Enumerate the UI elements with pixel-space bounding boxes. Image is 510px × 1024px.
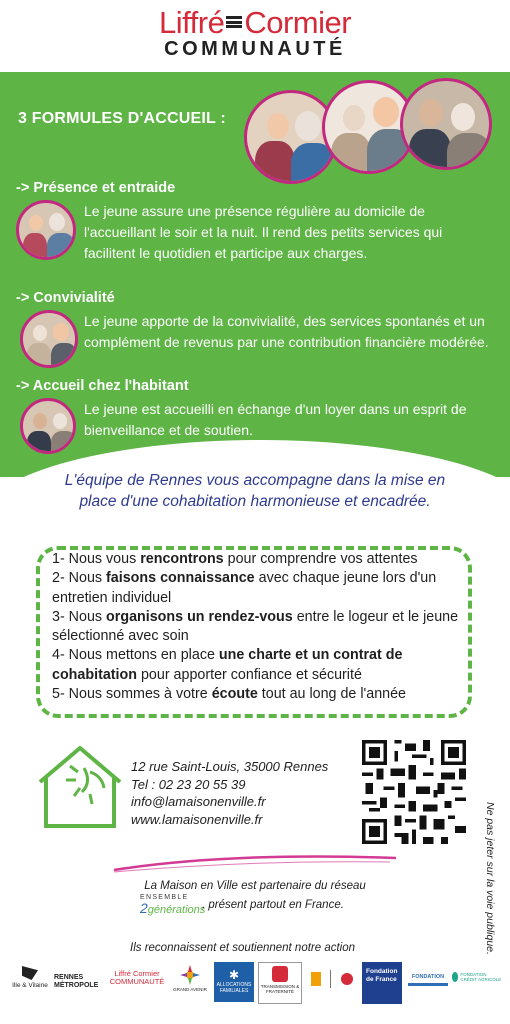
logo-subtitle: COMMUNAUTÉ — [164, 38, 346, 60]
fonds-transmission-logo: TRANSMISSION & FRATERNITÉ — [258, 962, 302, 1004]
partner-text: La Maison en Ville est partenaire du réseau — [144, 880, 366, 892]
rennes-metropole-logo: RENNES MÉTROPOLE — [54, 974, 99, 989]
team-text-content: L'équipe de Rennes vous accompagne dans la mise en place d'une cohabitation harmonieuse et encadrée. — [64, 472, 446, 510]
fondation-credit-agricole-logo: FONDATION CRÉDIT AGRICOLE — [452, 972, 504, 982]
formula-heading-accueil: -> Accueil chez l'habitant — [16, 378, 189, 394]
step-item: 3- Nous organisons un rendez-vous entre le logeur et le jeune sélectionné avec soin — [52, 608, 459, 645]
pink-swoosh-decoration — [110, 850, 400, 876]
fondation-de-france-logo: Fondation de France — [362, 962, 402, 1004]
contact-email[interactable]: info@lamaisonenville.fr — [131, 794, 266, 809]
contact-phone[interactable]: Tel : 02 23 20 55 39 — [131, 776, 246, 792]
ensemble-logo-num: 2 — [140, 900, 148, 916]
formula-heading-presence: -> Présence et entraide — [16, 180, 176, 196]
logo-title — [0, 6, 510, 40]
step-item: 4- Nous mettons en place une charte et un contrat de cohabitation pour apporter confiance et sécurité — [52, 647, 403, 683]
caf-logo: ✱ ALLOCATIONS FAMILIALES — [214, 962, 254, 1002]
partner-text-end: , présent partout en France. — [202, 899, 344, 911]
photo-convivialite — [20, 310, 78, 368]
misc-partner-logos — [306, 966, 358, 992]
liffre-cormier-logo — [0, 6, 510, 60]
photo-presence — [16, 200, 76, 260]
logo-part1: Liffré — [158, 5, 225, 40]
sponsors-row — [10, 962, 504, 1006]
step-item: 1- Nous vous rencontrons pour comprendre vos attentes — [52, 551, 418, 567]
team-text — [0, 470, 510, 512]
ensemble-logo-bottom: générations — [147, 904, 206, 916]
step-item: 2- Nous faisons connaissance avec chaque jeune lors d'un entretien individuel — [52, 570, 437, 606]
contact-address: 12 rue Saint-Louis, 35000 Rennes — [131, 759, 329, 774]
grand-avenir-logo: GRAND AVENIR — [170, 964, 210, 993]
ensemble-logo-top: ENSEMBLE — [140, 894, 189, 901]
steps-list — [52, 550, 470, 704]
contact-website[interactable]: www.lamaisonenville.fr — [131, 811, 263, 827]
photo-circle-3 — [400, 78, 492, 170]
formula-text-convivialite: Le jeune apporte de la convivialité, des services spontanés et un complément de revenus par une contribution financière modérée. — [84, 313, 489, 350]
section-title: 3 FORMULES D'ACCUEIL : — [18, 110, 226, 127]
logo-equal-icon — [226, 16, 242, 28]
support-text: Ils reconnaissent et soutiennent notre action — [130, 942, 356, 954]
formula-text-presence: Le jeune assure une présence régulière au domicile de l'accueillant le soir et la nuit. Il rend des petits services qui facilitent le quotidien et participe aux charges. — [84, 203, 443, 261]
step-item: 5- Nous sommes à votre écoute tout au long de l'année — [52, 686, 407, 703]
qr-code-icon[interactable] — [362, 740, 466, 844]
ensemble-2-generations-logo — [140, 894, 206, 916]
formula-text-accueil: Le jeune est accueilli en échange d'un loyer dans un esprit de bienveillance et de soutien. — [84, 401, 467, 438]
photo-accueil — [20, 398, 76, 454]
formula-heading-convivialite: -> Convivialité — [16, 290, 115, 306]
contact-block — [131, 758, 328, 828]
vertical-note: Ne pas jeter sur la voie publique. — [484, 802, 496, 955]
ille-vilaine-logo: Ille & Vilaine — [10, 966, 50, 989]
maison-en-ville-house-icon — [34, 742, 126, 830]
fondation-logo: FONDATION — [408, 974, 448, 986]
liffre-cormier-small-logo: Liffré Cormier COMMUNAUTÉ — [109, 969, 165, 986]
logo-part2: Cormier — [244, 5, 352, 40]
